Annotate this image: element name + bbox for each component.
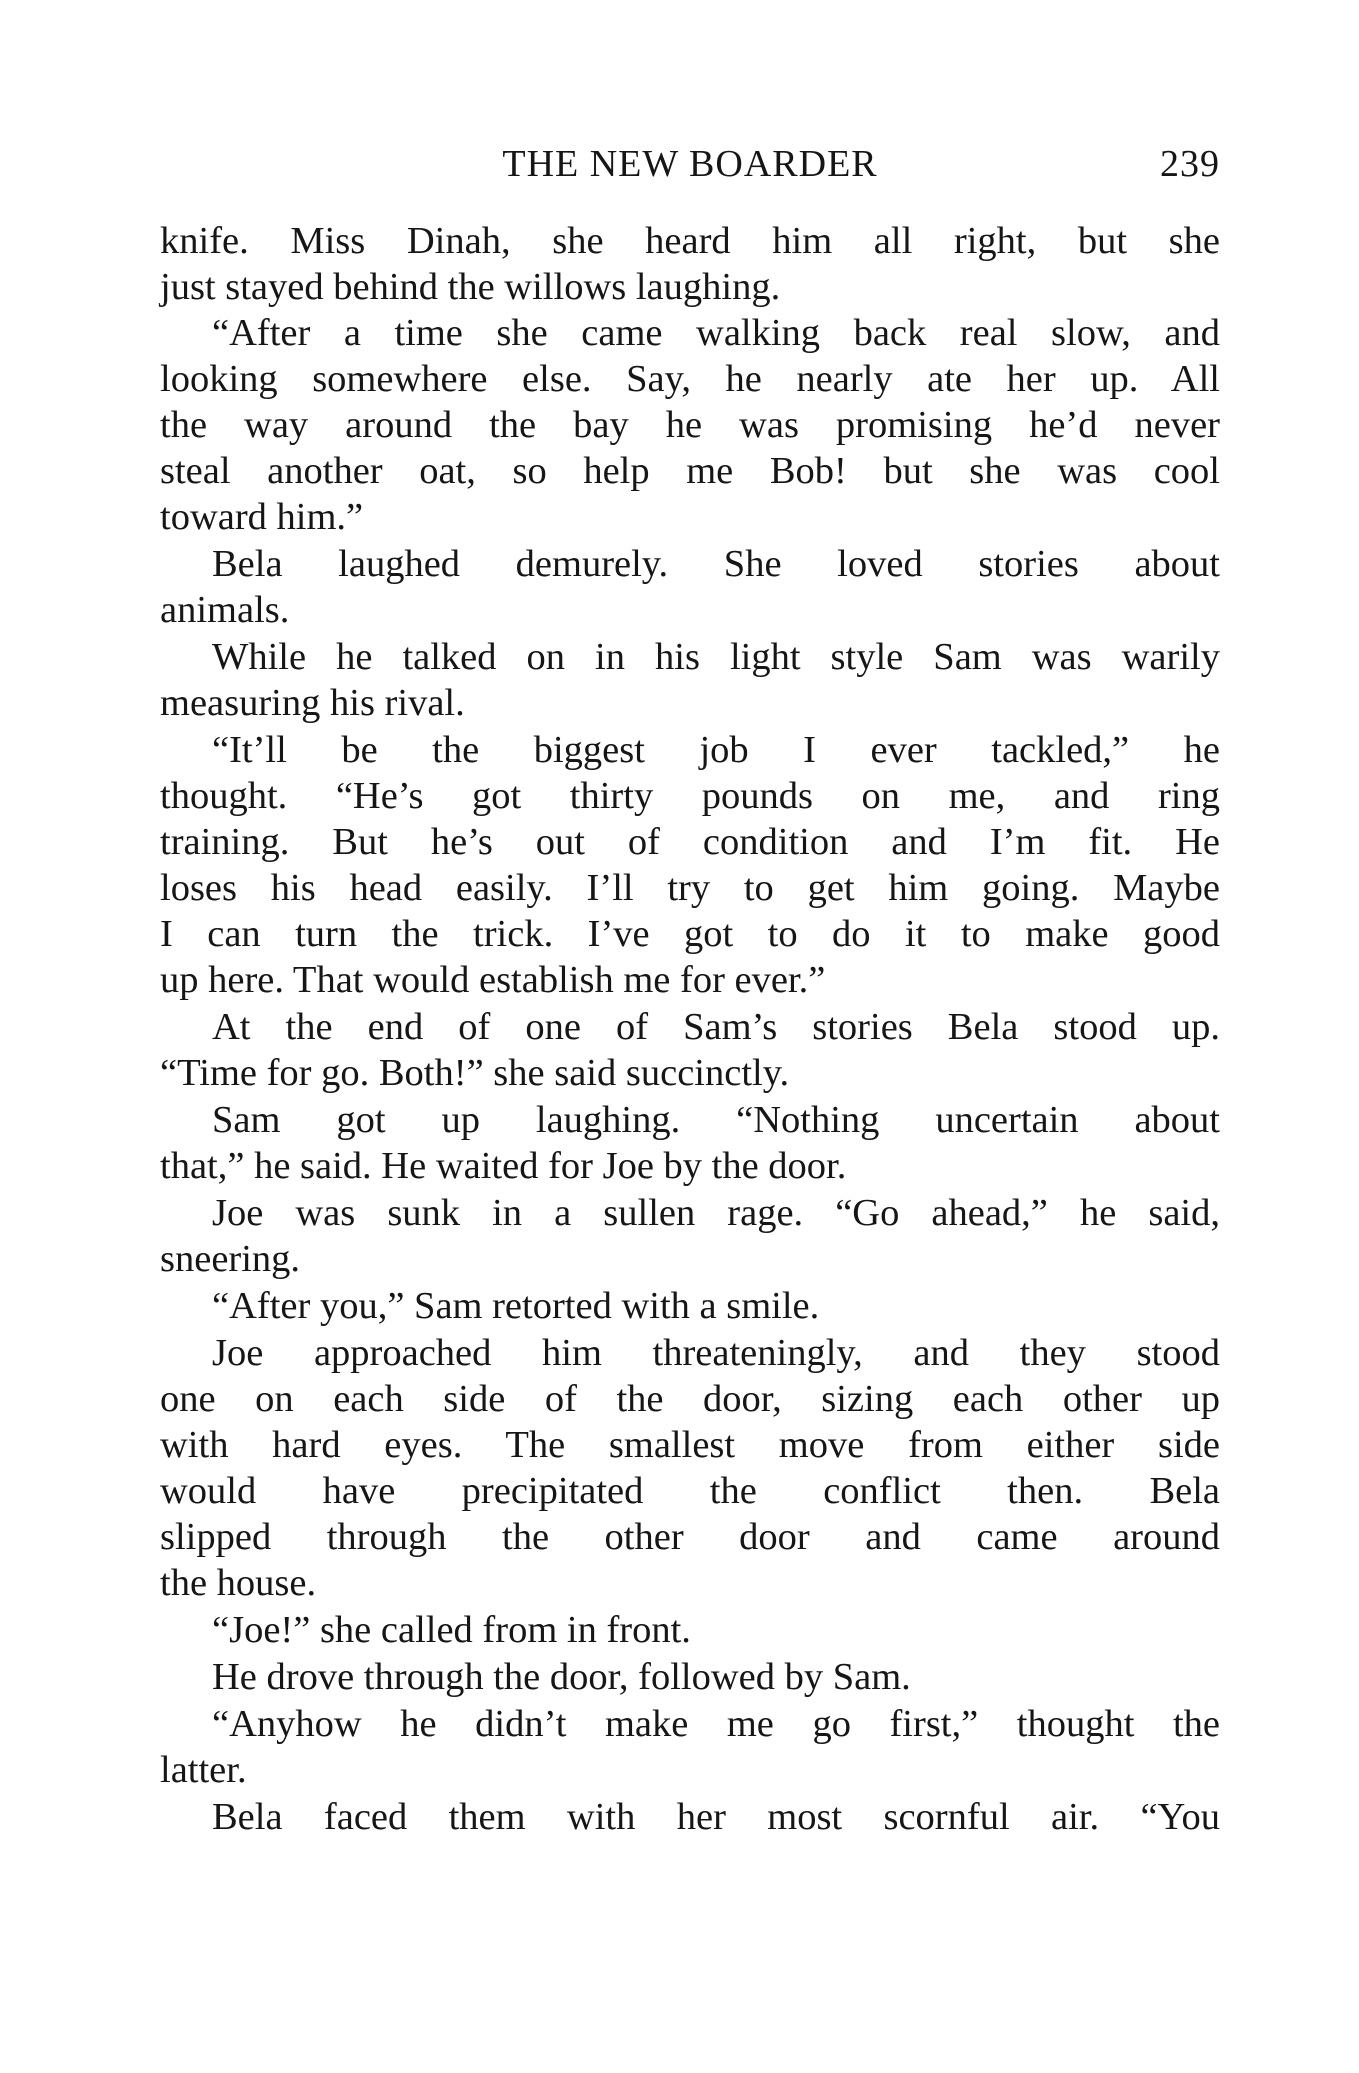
text-line: Joe was sunk in a sullen rage. “Go ahead,” he said,: [212, 1192, 1220, 1234]
text-line: “After you,” Sam retorted with a smile.: [212, 1285, 820, 1327]
text-line: loses his head easily. I’ll try to get him going. Maybe: [160, 867, 1220, 909]
text-line: that,” he said. He waited for Joe by the door.: [160, 1145, 847, 1187]
text-line: the house.: [160, 1562, 317, 1604]
text-line: knife. Miss Dinah, she heard him all right, but she: [160, 220, 1220, 262]
text-line: slipped through the other door and came around: [160, 1516, 1220, 1558]
running-title: THE NEW BOARDER: [502, 143, 878, 185]
text-line: the way around the bay he was promising he’d never: [160, 404, 1220, 446]
text-line: He drove through the door, followed by Sam.: [212, 1656, 911, 1698]
text-line: measuring his rival.: [160, 682, 465, 724]
text-line: Bela faced them with her most scornful air. “You: [212, 1796, 1220, 1838]
text-line: looking somewhere else. Say, he nearly ate her up. All: [160, 358, 1220, 400]
text-line: just stayed behind the willows laughing.: [160, 266, 781, 308]
text-line: Bela laughed demurely. She loved stories about: [212, 543, 1220, 585]
text-line: sneering.: [160, 1238, 301, 1280]
running-head: [160, 140, 1220, 188]
text-line: Sam got up laughing. “Nothing uncertain about: [212, 1099, 1220, 1141]
text-line: “It’ll be the biggest job I ever tackled,” he: [212, 729, 1220, 771]
text-line: “After a time she came walking back real slow, and: [212, 312, 1220, 354]
text-line: toward him.”: [160, 496, 364, 538]
text-line: animals.: [160, 589, 290, 631]
text-line: While he talked on in his light style Sam was warily: [212, 636, 1220, 678]
text-line: “Anyhow he didn’t make me go first,” thought the: [212, 1703, 1220, 1745]
text-line: Joe approached him threateningly, and they stood: [212, 1332, 1220, 1374]
text-line: steal another oat, so help me Bob! but she was cool: [160, 450, 1220, 492]
body-text: [160, 218, 1220, 1840]
text-line: thought. “He’s got thirty pounds on me, and ring: [160, 775, 1220, 817]
text-line: with hard eyes. The smallest move from either side: [160, 1424, 1220, 1466]
text-line: “Time for go. Both!” she said succinctly.: [160, 1052, 790, 1094]
page-number: 239: [1160, 143, 1220, 185]
text-line: one on each side of the door, sizing each other up: [160, 1378, 1220, 1420]
text-line: I can turn the trick. I’ve got to do it to make good: [160, 913, 1220, 955]
text-line: training. But he’s out of condition and I’m fit. He: [160, 821, 1220, 863]
text-line: latter.: [160, 1749, 247, 1791]
text-line: would have precipitated the conflict then. Bela: [160, 1470, 1220, 1512]
text-line: At the end of one of Sam’s stories Bela stood up.: [212, 1006, 1220, 1048]
text-line: “Joe!” she called from in front.: [212, 1609, 691, 1651]
text-line: up here. That would establish me for ever.”: [160, 959, 826, 1001]
